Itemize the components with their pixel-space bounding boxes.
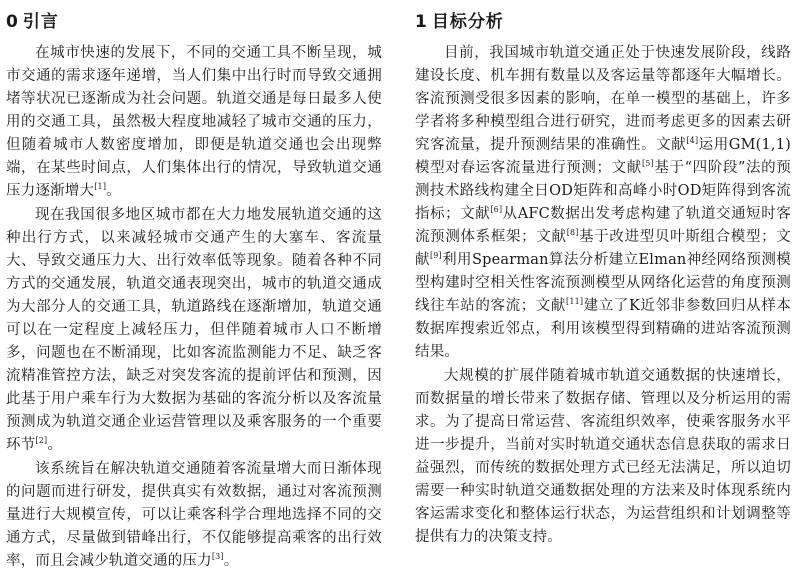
intro-paragraph-3 xyxy=(6,458,382,573)
section-title: 目标分析 xyxy=(431,12,504,32)
intro-paragraph-2 xyxy=(6,204,382,457)
paragraph-text: 运用GM(1,1)模型对春运客流量进行预测；文献 xyxy=(415,137,791,176)
paragraph-text: 在城市快速的发展下，不同的交通工具不断呈现，城市交通的需求逐年递增，当人们集中出行时而导致交通拥堵等状况已逐渐成为社会问题。轨道交通是每日最多人使用的交通工具，虽然极大程度地减轻了城市交通的压力，但随着城市人数密度增加，即便是轨道交通也会出现弊端，在某些时间点，人们集体出行的情况，导致轨道交通压力逐渐增大 xyxy=(6,45,382,199)
paragraph-text: 该系统旨在解决轨道交通随着客流量增大而日渐体现的问题而进行研发，提供真实有效数据，通过对客流预测量进行大规模宣传，可以让乘客科学合理地选择不同的交通方式，尽量做到错峰出行，不仅能够提高乘客的出行效率，而且会减少轨道交通的压力 xyxy=(6,461,382,569)
paragraph-text: 基于“四阶段”法的预测技术路线构建全日OD矩阵和高峰小时OD矩阵得到客流指标；文献 xyxy=(415,160,792,222)
paragraph-text: 从AFC数据出发考虑构建了轨道交通短时客流预测体系框架；文献 xyxy=(415,206,791,245)
section-heading-introduction xyxy=(6,10,382,34)
intro-paragraph-1 xyxy=(6,42,382,203)
paragraph-text: 目前，我国城市轨道交通正处于快速发展阶段，线路建设长度、机车拥有数量以及客运量等都逐年大幅增长。客流预测受很多因素的影响，在单一模型的基础上，许多学者将多种模型组合进行研究，进而考虑更多的因素去研究客流量，提升预测结果的准确性。文献 xyxy=(415,45,791,153)
paragraph-text: 利用Spearman算法分析建立Elman神经网络预测模型构建时空相关性客流预测模型从网络化运营的角度预测线往车站的客流；文献 xyxy=(415,252,791,314)
section-number: 0 xyxy=(6,12,19,32)
citation-ref: [4] xyxy=(686,136,699,146)
paragraph-text: 。 xyxy=(223,553,239,569)
citation-ref: [8] xyxy=(566,228,579,238)
paragraph-text: 现在我国很多地区城市都在大力地发展轨道交通的这种出行方式，以来减轻城市交通产生的大塞车、客流量大、导致交通压力大、出行效率低等现象。随着各种不同方式的交通发展，轨道交通表现突出，城市的轨道交通成为大部分人的交通工具，轨道路线在逐渐增加，轨道交通可以在一定程度上减轻压力，但伴随着城市人口不断增多，问题也在不断涌现，比如客流监测能力不足、缺乏客流精准管控方法，缺乏对突发客流的提前评估和预测，因此基于用户乘车行为大数据为基础的客流分析以及客流量预测成为轨道交通企业运营管理以及乘客服务的一个重要环节 xyxy=(6,207,382,453)
paragraph-text: 建立了K近邻非参数回归从样本数据库搜索近邻点，利用该模型得到精确的进站客流预测结果。 xyxy=(415,298,791,360)
left-column xyxy=(6,10,382,573)
paragraph-text: 基于改进型贝叶斯组合模型；文献 xyxy=(415,229,791,268)
citation-ref: [5] xyxy=(641,159,654,169)
section-title: 引言 xyxy=(22,12,59,32)
analysis-paragraph-2: 大规模的扩展伴随着城市轨道交通数据的快速增长，而数据量的增长带来了数据存储、管理以及分析运用的需求。为了提高日常运营、客流组织效率，使乘客服务水平进一步提升，当前对实时轨道交通状态信息获取的需求日益强烈，而传统的数据处理方式已经无法满足，所以迫切需要一种实时轨道交通数据处理的方法来及时体现系统内客运需求变化和整体运行状态，为运营组织和计划调整等提供有力的决策支持。 xyxy=(415,368,791,545)
section-number: 1 xyxy=(415,12,428,32)
citation-ref: [9] xyxy=(429,251,442,261)
paragraph-text: 。 xyxy=(106,183,121,199)
citation-ref: [11] xyxy=(566,297,584,307)
analysis-paragraph-1 xyxy=(415,42,791,364)
paragraph-text: 。 xyxy=(47,437,63,453)
citation-ref: [6] xyxy=(490,205,503,215)
citation-ref: [2] xyxy=(35,436,48,446)
section-heading-target-analysis xyxy=(415,10,791,34)
citation-ref: [1] xyxy=(94,182,107,192)
right-column xyxy=(415,10,791,549)
citation-ref: [3] xyxy=(211,552,224,562)
